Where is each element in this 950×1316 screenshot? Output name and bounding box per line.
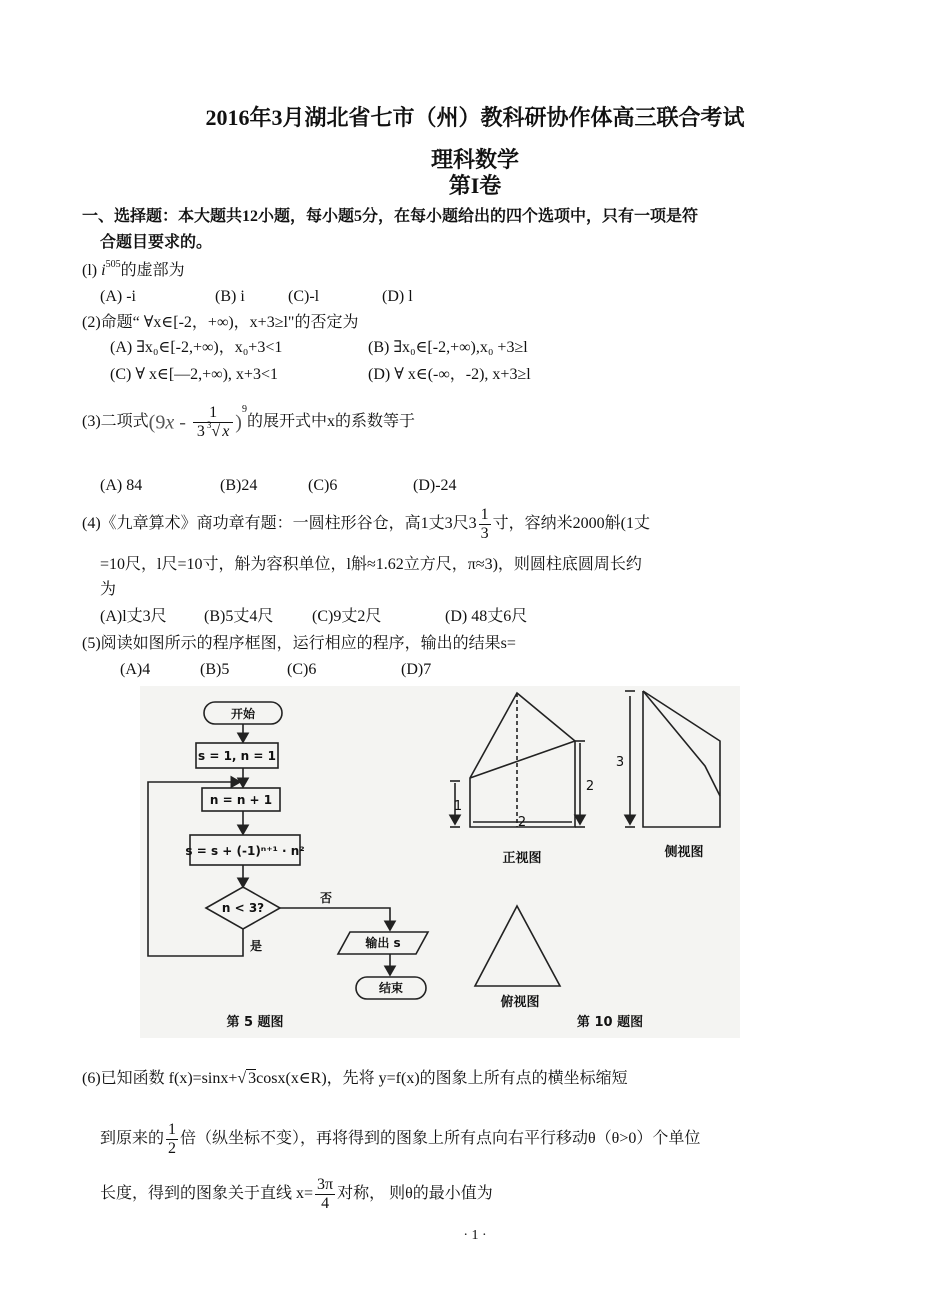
q1-option-d: (D) l xyxy=(382,288,413,305)
q6-half-den: 2 xyxy=(168,1139,177,1157)
q4-line1-b: 寸，容纳米2000斛(1丈 xyxy=(492,515,651,532)
question-6-line3 xyxy=(100,1174,493,1214)
figure-10-caption: 第 10 题图 xyxy=(576,1015,644,1030)
q3-option-b: (B)24 xyxy=(220,477,258,494)
q4-line1-a: (4)《九章算术》商功章有题：一圆柱形谷仓，高1丈3尺3 xyxy=(82,515,477,532)
front-dim-base-2: 2 xyxy=(517,815,527,830)
q1-exponent: 505 xyxy=(105,258,121,270)
question-1-stem xyxy=(82,258,185,281)
q5-option-a: (A)4 xyxy=(120,661,151,678)
q4-option-c: (C)9丈2尺 xyxy=(312,608,382,625)
q2-option-a: (A) ∃x₀∈[-2,+∞)，x₀+3<1 xyxy=(110,339,283,356)
q4-fraction xyxy=(479,506,491,543)
side-view-label: 侧视图 xyxy=(664,845,704,860)
q6-pi-den: 4 xyxy=(321,1194,330,1212)
top-view-label: 俯视图 xyxy=(500,995,540,1010)
question-3-stem xyxy=(82,404,415,441)
page-number: · 1 · xyxy=(463,1228,487,1243)
q6-line3-a: 长度，得到的图象关于直线 x= xyxy=(100,1185,314,1202)
q6-pi-num: 3π xyxy=(317,1175,334,1193)
exam-title: 2016年3月湖北省七市（州）教科研协作体高三联合考试 xyxy=(205,105,745,130)
q1-base: i xyxy=(101,262,106,279)
question-4-line2: =10尺，l尺=10寸，斛为容积单位，l斛≈1.62立方尺，π≈3)，则圆柱底圆周长约 xyxy=(100,556,642,573)
q2-option-d: (D) ∀ x∈(-∞，-2), x+3≥l xyxy=(368,366,531,383)
flow-end-label: 结束 xyxy=(378,981,404,995)
q3-numerator: 1 xyxy=(193,404,233,423)
q1-option-b: (B) i xyxy=(215,288,245,305)
question-5-stem: (5)阅读如图所示的程序框图，运行相应的程序，输出的结果s= xyxy=(82,635,516,652)
q3-minus: - xyxy=(174,411,191,434)
q6-line3-b: 对称， 则θ的最小值为 xyxy=(337,1185,493,1202)
q4-option-d: (D) 48丈6尺 xyxy=(445,608,528,625)
section-heading-line1: 一、选择题：本大题共12小题，每小题5分，在每小题给出的四个选项中，只有一项是符 xyxy=(82,208,699,225)
flow-incr-label: n = n + 1 xyxy=(209,793,273,807)
q3-prefix: (3)二项式 xyxy=(82,413,149,431)
q2-option-b: (B) ∃x₀∈[-2,+∞),x₀ +3≥l xyxy=(368,339,528,356)
front-dim-2: 2 xyxy=(585,779,595,794)
q5-option-d: (D)7 xyxy=(401,661,432,678)
question-6-line1: (6)已知函数 f(x)=sinx+√ 3cosx(x∈R)，先将 y=f(x)的图象上所有点的横坐标缩短 xyxy=(82,1070,628,1087)
q3-close-paren: ) xyxy=(235,411,242,434)
flow-init-label: s = 1, n = 1 xyxy=(198,749,276,763)
q5-option-b: (B)5 xyxy=(200,661,230,678)
front-dim-1: 1 xyxy=(453,799,463,814)
question-4-line3: 为 xyxy=(100,581,117,598)
q6-half-num: 1 xyxy=(168,1120,177,1138)
q5-option-c: (C)6 xyxy=(287,661,317,678)
question-6-line2 xyxy=(100,1119,700,1159)
question-2-stem: (2)命题“ ∀x∈[-2，+∞)，x+3≥l"的否定为 xyxy=(82,314,359,331)
q6-sqrt-arg: 3 xyxy=(248,1070,257,1087)
q6-line1-b: cosx(x∈R)，先将 y=f(x)的图象上所有点的横坐标缩短 xyxy=(256,1070,628,1087)
q3-option-d: (D)-24 xyxy=(413,477,457,494)
q3-open-paren: (9 xyxy=(148,411,166,434)
q3-x: x xyxy=(165,411,175,434)
section-heading-line2: 合题目要求的。 xyxy=(100,234,213,251)
q3-fraction xyxy=(193,404,233,441)
flow-output-label: 输出 s xyxy=(365,936,401,950)
q6-half-fraction xyxy=(166,1121,178,1158)
q3-denominator: 3 $^3$√ x xyxy=(196,419,230,440)
flow-yes-label: 是 xyxy=(249,939,263,953)
q3-den-coef: 3 xyxy=(196,423,205,440)
q2-option-c: (C) ∀ x∈[—2,+∞), x+3<1 xyxy=(110,366,278,383)
q6-line2-a: 到原来的 xyxy=(100,1130,165,1147)
flow-condition-label: n < 3? xyxy=(221,901,265,915)
q1-prefix: (l) xyxy=(82,262,102,279)
q6-line1-a: (6)已知函数 f(x)=sinx+ xyxy=(82,1070,238,1087)
q1-suffix: 的虚部为 xyxy=(120,262,185,279)
volume-title: 第I卷 xyxy=(448,173,502,198)
q6-line2-b: 倍（纵坐标不变），再将得到的图象上所有点向右平行移动θ（θ>0）个单位 xyxy=(180,1130,701,1147)
flow-update-label: s = s + (-1)ⁿ⁺¹ · n² xyxy=(185,844,305,858)
q4-option-a: (A)l丈3尺 xyxy=(100,608,167,625)
figure-5-caption: 第 5 题图 xyxy=(226,1015,284,1030)
question-4-line1 xyxy=(82,505,650,543)
figure-panel xyxy=(140,686,740,1038)
q6-pi-fraction xyxy=(315,1176,335,1213)
q3-root-index: 3 xyxy=(206,419,212,430)
q4-option-b: (B)5丈4尺 xyxy=(204,608,274,625)
q3-option-c: (C)6 xyxy=(308,477,338,494)
q4-frac-num: 1 xyxy=(480,505,489,523)
q3-suffix: 的展开式中x的系数等于 xyxy=(246,413,415,431)
q3-power: 9 xyxy=(241,403,247,415)
flow-start-label: 开始 xyxy=(230,707,256,721)
q1-option-c: (C)-l xyxy=(288,288,320,305)
q4-frac-den: 3 xyxy=(480,524,489,542)
front-view-label: 正视图 xyxy=(502,851,542,866)
flow-no-label: 否 xyxy=(319,891,333,905)
q3-option-a: (A) 84 xyxy=(100,477,143,494)
side-dim-3: 3 xyxy=(615,755,625,770)
q3-radicand: x xyxy=(222,423,230,440)
q1-option-a: (A) -i xyxy=(100,288,136,305)
subject-title: 理科数学 xyxy=(430,147,519,172)
